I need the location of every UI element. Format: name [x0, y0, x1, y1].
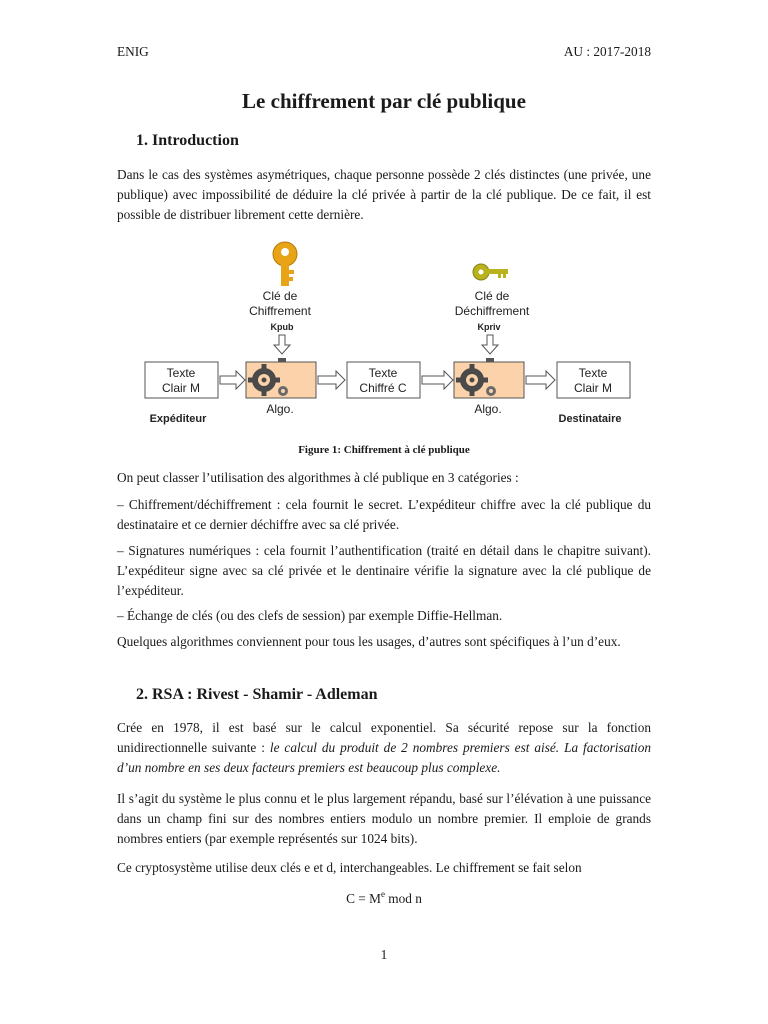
algo-label-1: Algo.: [266, 402, 294, 416]
box2-line1: Texte: [368, 366, 398, 380]
paragraph-signatures: – Signatures numériques : cela fournit l’authentification (traité en détail dans le chapitre suivant). L’expéditeur signe avec sa clé privée et le dentinaire vérifie la signature avec la clé publique de l’expéditeur.: [117, 543, 651, 598]
box2-line2: Chiffré C: [359, 381, 407, 395]
dec-key-label-2: Déchiffrement: [454, 304, 530, 318]
dec-key-label-1: Clé de: [474, 289, 510, 303]
figure-caption: Figure 1: Chiffrement à clé publique: [298, 444, 470, 456]
header-left: ENIG: [117, 44, 149, 59]
right-arrow-icon: [422, 371, 453, 389]
header-right: AU : 2017-2018: [563, 44, 651, 59]
paragraph-key-exchange: – Échange de clés (ou des clefs de session) par exemple Diffie-Hellman.: [117, 608, 503, 623]
green-key-icon: [473, 264, 508, 280]
paragraph-encryption: – Chiffrement/déchiffrement : cela fournit le secret. L’expéditeur chiffre avec la clé publique du destinataire et ce dernier déchiffre avec sa clé privée.: [117, 497, 651, 532]
down-arrow-icon: [274, 335, 290, 354]
public-key-diagram: [140, 236, 632, 436]
enc-key-name: Kpub: [270, 322, 294, 332]
formula-mod: mod n: [384, 891, 422, 906]
section-heading-introduction: 1. Introduction: [136, 132, 239, 149]
section-heading-rsa: 2. RSA : Rivest - Shamir - Adleman: [136, 686, 378, 703]
page-number: 1: [380, 947, 388, 962]
paragraph-rsa-keys: Ce cryptosystème utilise deux clés e et d, interchangeables. Le chiffrement se fait selon: [117, 860, 582, 875]
box3-line2: Clair M: [574, 381, 612, 395]
paragraph-rsa-intro: [117, 718, 651, 778]
down-arrow-icon: [482, 335, 498, 354]
algo-label-2: Algo.: [474, 402, 502, 416]
receiver-label: Destinataire: [558, 413, 622, 425]
rsa-intro-italic: le calcul du produit de 2 nombres premiers est aisé. La factorisation d’un nombre en ses deux facteurs premiers est beaucoup plus complexe.: [117, 740, 652, 775]
rsa-intro-text: Crée en 1978, il est basé sur le calcul exponentiel. Sa sécurité repose sur la fonction unidirectionnelle suivante :: [117, 720, 651, 755]
enc-key-label-2: Chiffrement: [249, 304, 311, 318]
rsa-formula: [0, 889, 768, 909]
paragraph-intro: Dans le cas des systèmes asymétriques, chaque personne possède 2 clés distinctes (une privée, une publique) avec impossibilité de déduire la clé privée à partir de la clé publique. De ce fait, il est possible de distribuer librement cette dernière.: [117, 167, 651, 222]
paragraph-categories: On peut classer l’utilisation des algorithmes à clé publique en 3 catégories :: [117, 470, 519, 485]
paragraph-rsa-system: Il s’agit du système le plus connu et le plus largement répandu, basé sur l’élévation à une puissance dans un champ fini sur des nombres entiers modulo un nombre premier. Il emploie de grands nombres entiers (par exemple représentés sur 1024 bits).: [117, 791, 651, 846]
right-arrow-icon: [526, 371, 555, 389]
box1-line2: Clair M: [162, 381, 200, 395]
box1-line1: Texte: [166, 366, 196, 380]
page-title: Le chiffrement par clé publique: [242, 89, 526, 113]
sender-label: Expéditeur: [149, 413, 207, 425]
formula-base: C = M: [346, 891, 381, 906]
enc-key-label-1: Clé de: [262, 289, 298, 303]
formula-exponent: e: [380, 889, 385, 899]
right-arrow-icon: [220, 371, 245, 389]
paragraph-usages: Quelques algorithmes conviennent pour tous les usages, d’autres sont spécifiques à l’un d’eux.: [117, 634, 621, 649]
gold-key-icon: [273, 242, 297, 286]
dec-key-name: Kpriv: [477, 322, 501, 332]
box3-line1: Texte: [578, 366, 608, 380]
right-arrow-icon: [318, 371, 345, 389]
